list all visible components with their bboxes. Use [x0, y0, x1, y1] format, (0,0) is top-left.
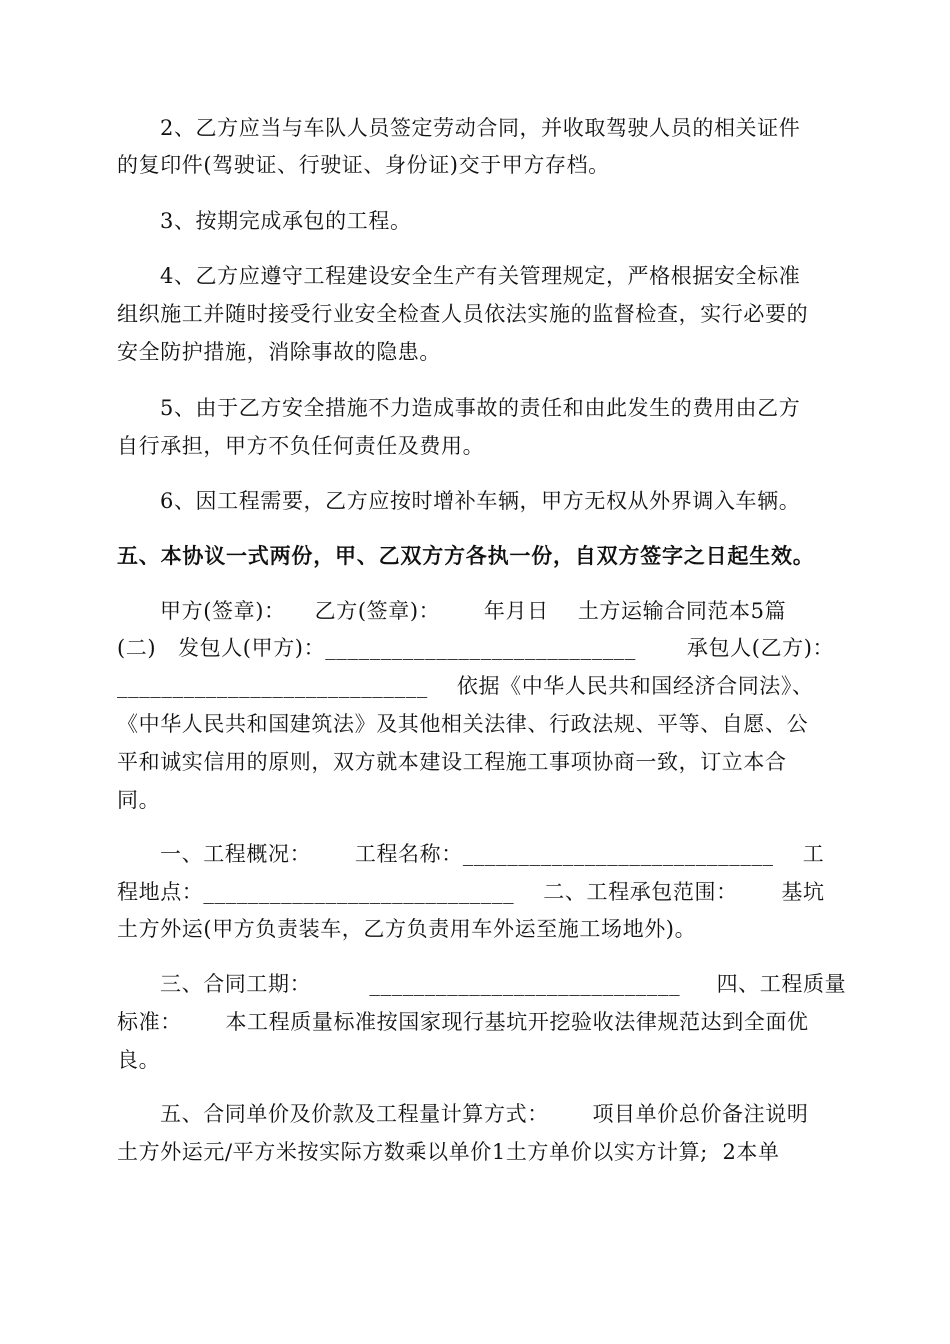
clause-4-line-2: 组织施工并随时接受行业安全检查人员依法实施的监督检查，实行必要的 [117, 302, 809, 326]
contract-2-line-5: 平和诚实信用的原则，双方就本建设工程施工事项协商一致，订立本合 [117, 750, 787, 774]
clause-3-line-1: 3、按期完成承包的工程。 [160, 209, 412, 233]
clause-4-line-3: 安全防护措施，消除事故的隐患。 [117, 340, 441, 364]
clause-2-line-2: 的复印件(驾驶证、行驶证、身份证)交于甲方存档。 [117, 153, 610, 177]
contract-2-line-3: ____________________________ 依据《中华人民共和国经济合同法》、 [117, 674, 814, 698]
contract-2-line-2: (二) 发包人(甲方)：____________________________ 承包人(乙方)： [117, 636, 835, 660]
section-1-line-1: 一、工程概况： 工程名称：____________________________ 工 [160, 842, 825, 866]
section-1-line-2: 程地点：____________________________ 二、工程承包范围： 基坑 [117, 880, 825, 904]
section-3-line-3: 良。 [117, 1048, 161, 1072]
section-5-line-2: 土方外运元/平方米按实际方数乘以单价1土方单价以实方计算; 2本单 [117, 1140, 780, 1164]
clause-6-line-1: 6、因工程需要，乙方应按时增补车辆，甲方无权从外界调入车辆。 [160, 489, 801, 513]
contract-2-line-4: 《中华人民共和国建筑法》及其他相关法律、行政法规、平等、自愿、公 [117, 712, 809, 736]
clause-4-line-1: 4、乙方应遵守工程建设安全生产有关管理规定，严格根据安全标准 [160, 264, 801, 288]
section-3-line-1: 三、合同工期： ____________________________ 四、工程质量 [160, 972, 847, 996]
section-3-line-2: 标准： 本工程质量标准按国家现行基坑开挖验收法律规范达到全面优 [117, 1010, 809, 1034]
section-5-line-1: 五、合同单价及价款及工程量计算方式： 项目单价总价备注说明 [160, 1102, 809, 1126]
section-1-line-3: 土方外运(甲方负责装车，乙方负责用车外运至施工场地外)。 [117, 917, 697, 941]
contract-2-line-1: 甲方(签章)： 乙方(签章)： 年月日 土方运输合同范本5篇 [160, 599, 787, 623]
clause-2-line-1: 2、乙方应当与车队人员签定劳动合同，并收取驾驶人员的相关证件 [160, 116, 801, 140]
contract-2-line-6: 同。 [117, 788, 161, 812]
clause-5-line-1: 5、由于乙方安全措施不力造成事故的责任和由此发生的费用由乙方 [160, 396, 801, 420]
clause-5-line-2: 自行承担，甲方不负任何责任及费用。 [117, 434, 485, 458]
section-5-heading: 五、本协议一式两份，甲、乙双方方各执一份，自双方签字之日起生效。 [117, 544, 815, 568]
